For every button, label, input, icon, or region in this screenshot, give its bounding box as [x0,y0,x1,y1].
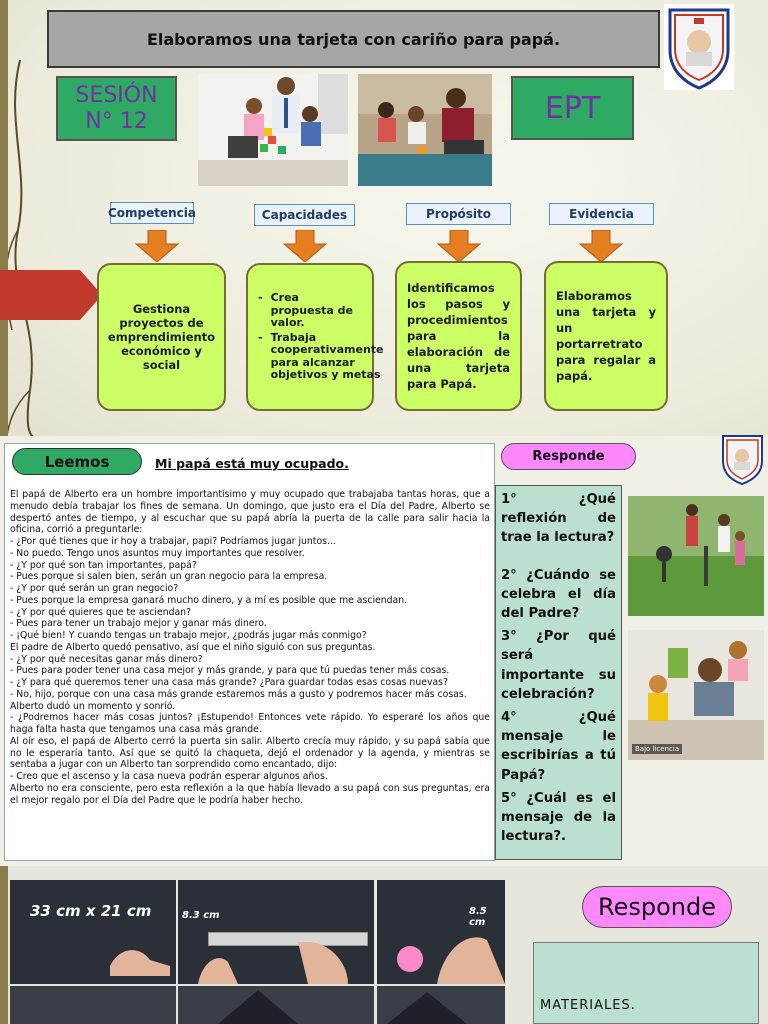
responde-badge-bottom: Responde [582,886,732,928]
craft-photo-folding-2 [178,986,374,1024]
family-photo-home [628,630,764,760]
label-capacidades: Capacidades [254,204,355,226]
vine-decoration [0,60,60,440]
label-proposito: Propósito [406,203,511,225]
down-arrow-icon [436,230,482,262]
leemos-badge: Leemos [12,448,142,475]
story-paragraph: Alberto dudó un momento y sonrió. [10,700,176,712]
craft-photo-ruler [178,880,374,984]
session-number: N° 12 [85,108,148,134]
craft-photo-measure [10,880,176,984]
measure-label: 8.5 cm [469,906,487,928]
story-paragraph: - ¡Qué bien! Y cuando tengas un trabajo mejor, ¿podrás jugar más conmigo? [10,630,367,641]
hand-illustration [437,920,505,984]
down-arrow-icon [134,230,180,262]
down-arrow-icon [282,230,328,262]
school-logo-small [720,433,765,485]
story-paragraph: - ¿Y para qué queremos tener una casa más grande? ¿Para guardar todas esas cosas nuevas? [10,677,448,688]
question-item: 5° ¿Cuál es el mensaje de la lectura?. [501,790,616,845]
story-paragraph: - No, hijo, porque con una casa más grande estaremos más a gusto y podremos hacer más cosas. [10,688,467,700]
page-title: Elaboramos una tarjeta con cariño para papá. [47,10,660,68]
story-paragraph: El padre de Alberto quedó pensativo, así que el niño siguió con sus preguntas. [10,641,376,653]
story-paragraph: - Pues porque si salen bien, serán un gran negocio para la empresa. [10,571,328,583]
measure-label: 33 cm x 21 cm [30,902,152,920]
competencia-text: Gestiona proyectos de emprendimiento económico y social [107,302,216,372]
family-photo-blocks [198,74,348,186]
label-evidencia: Evidencia [549,203,654,225]
hand-illustration [198,942,368,984]
capacidad-item: - Trabaja cooperativamente para alcanzar objetivos y metas [258,330,384,382]
measure-label: 8.3 cm [182,910,220,921]
left-edge-strip [0,866,8,1024]
school-logo [664,4,734,90]
craft-photo-folding [10,986,176,1024]
question-item: 3° ¿Por qué será importante su celebración? [501,629,616,702]
proposito-text: Identificamos los pasos y procedimientos para la elaboración de una tarjeta para Papá. [407,281,510,391]
license-tag: Bajo licencia [632,744,682,754]
story-paragraph: - ¿Por qué tienes que ir hoy a trabajar, papi? Podríamos jugar juntos... [10,536,336,547]
left-edge-strip [0,0,8,440]
questions-panel [495,485,622,860]
shield-icon [664,4,734,90]
story-text [10,489,490,806]
story-paragraph: - ¿Y por qué quieres que te asciendan? [10,606,192,618]
session-label: SESIÓN [75,82,158,108]
card-capacidades [246,263,384,411]
down-arrow-icon [578,230,624,262]
story-paragraph: - Pues para tener un trabajo mejor y ganar más dinero. [10,618,267,630]
family-photo-floor [358,74,492,186]
family-photo-park [628,496,764,616]
card-evidencia [544,261,668,411]
capacidad-item: - Crea propuesta de valor. [258,291,353,330]
evidencia-text: Elaboramos una tarjeta y un portarretrato para regalar a papá. [556,289,656,383]
story-paragraph: - Pues porque la empresa ganará mucho dinero, y a mí es posible que me asciendan. [10,594,408,606]
area-box: EPT [511,76,634,140]
label-competencia: Competencia [110,202,194,224]
story-paragraph: - Pues para poder tener una casa mejor y más grande, y para que tú puedas tener más cosas. [10,665,450,677]
story-paragraph: El papá de Alberto era un hombre importantísimo y muy ocupado que trabajaba tantas horas, que a menudo debía trabajar los fines de semana. Un domingo, que justo era el Día del Padre, Alberto se despertó antes de tiempo, y al escuchar que su papá abría la puerta de la calle para salir hacia la oficina, corrió a preguntarle: [10,489,490,536]
session-number-box [56,76,177,141]
craft-photo-ruler-2 [377,880,505,984]
story-paragraph: Al oír eso, el papá de Alberto cerró la puerta sin salir. Alberto crecía muy rápido, y su papá sabía que no le esperaría tanto. Así que se quitó la chaqueta, dejó el ordenador y la agenda, y mientras se sentaba a jugar con un Alberto tan sorprendido como encantado, dijo: [10,735,490,771]
story-paragraph: - No puedo. Tengo unos asuntos muy importantes que resolver. [10,547,305,559]
craft-photo-folding-3 [377,986,505,1024]
question-item: 4° ¿Qué mensaje le escribirías a tú Papá? [501,710,616,783]
sticker [397,946,423,972]
story-paragraph: - Creo que el ascenso y la casa nueva podrán esperar algunos años. [10,771,328,782]
responde-badge: Responde [501,443,636,470]
red-arrow-icon [0,270,102,320]
question-item: 2° ¿Cuándo se celebra el día del Padre? [501,567,616,622]
story-paragraph: - ¿Y por qué serán un gran negocio? [10,583,179,594]
story-paragraph: Alberto no era consciente, pero esta reflexión a la que había llevado a su papá con sus preguntas, era el mejor regalo por el Día del Padre que le podría haber hecho. [10,782,490,806]
story-title: Mi papá está muy ocupado. [155,456,349,471]
shield-icon [720,433,765,485]
question-item: 1° ¿Qué reflexión de trae la lectura? [501,492,616,546]
card-proposito [395,261,522,411]
story-paragraph: - ¿Podremos hacer más cosas juntos? ¡Estupendo! Entonces vete rápido. Yo esperaré los años que haga falta hasta que tengamos una casa más grande. [10,712,490,735]
story-paragraph: - ¿Y por qué son tan importantes, papá? [10,559,197,571]
card-competencia [97,263,226,411]
materials-label: MATERIALES. [540,998,636,1013]
story-paragraph: - ¿Y por qué necesitas ganar más dinero? [10,653,203,665]
hand-illustration [110,936,170,976]
